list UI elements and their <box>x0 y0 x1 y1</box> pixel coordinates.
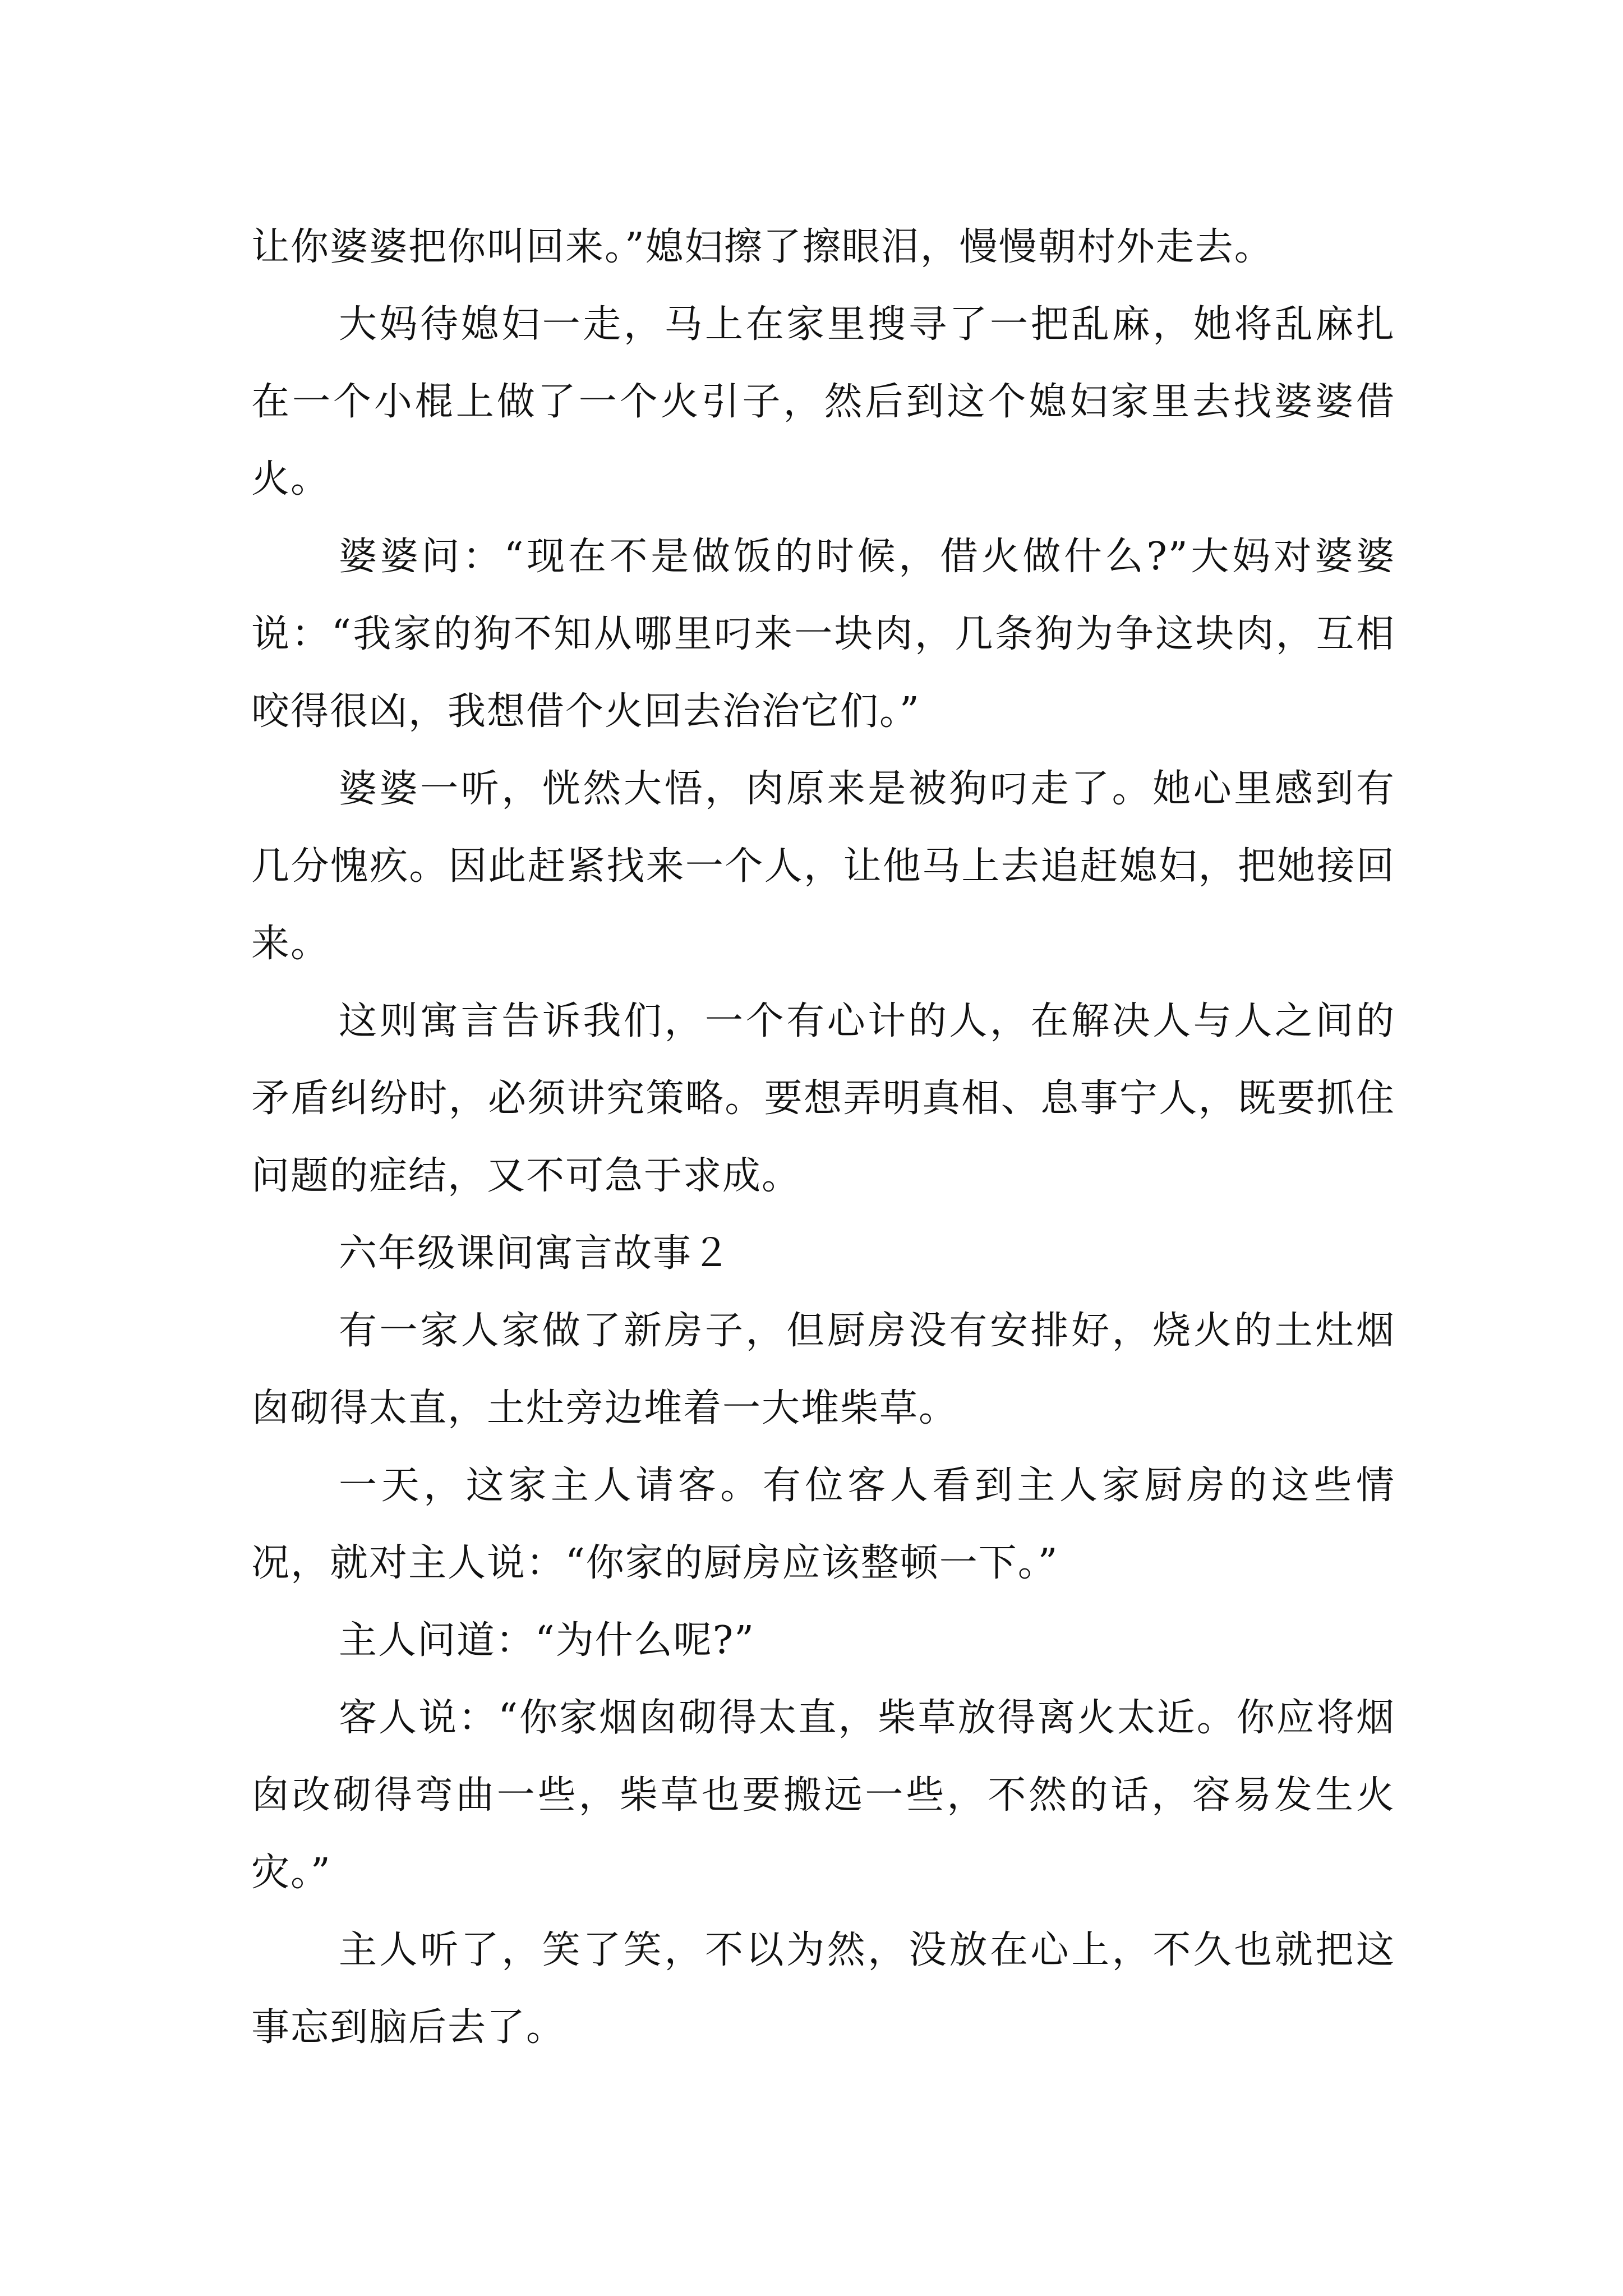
paragraph: 主人听了，笑了笑，不以为然，没放在心上，不久也就把这事忘到脑后去了。 <box>251 1928 1395 2050</box>
paragraph: 大妈待媳妇一走，马上在家里搜寻了一把乱麻，她将乱麻扎在一个小棍上做了一个火引子，然后到这个媳妇家里去找婆婆借火。 <box>251 302 1395 501</box>
section-heading: 六年级课间寓言故事２ <box>339 1231 732 1276</box>
paragraph: 婆婆一听，恍然大悟，肉原来是被狗叼走了。她心里感到有几分愧疚。因此赶紧找来一个人，让他马上去追赶媳妇，把她接回来。 <box>251 767 1395 966</box>
paragraph: 一天，这家主人请客。有位客人看到主人家厨房的这些情况，就对主人说：“你家的厨房应该整顿一下。” <box>251 1464 1395 1585</box>
paragraph: 这则寓言告诉我们，一个有心计的人，在解决人与人之间的矛盾纠纷时，必须讲究策略。要想弄明真相、息事宁人，既要抓住问题的症结，又不可急于求成。 <box>251 999 1395 1198</box>
paragraph-continuation: 让你婆婆把你叫回来。”媳妇擦了擦眼泪，慢慢朝村外走去。 <box>251 225 1274 269</box>
paragraph: 婆婆问：“现在不是做饭的时候，借火做什么?”大妈对婆婆说：“我家的狗不知从哪里叼来一块肉，几条狗为争这块肉，互相咬得很凶，我想借个火回去治治它们。” <box>251 535 1395 734</box>
paragraph: 客人说：“你家烟囱砌得太直，柴草放得离火太近。你应将烟囱改砌得弯曲一些，柴草也要搬远一些，不然的话，容易发生火灾。” <box>251 1696 1395 1895</box>
paragraph: 主人问道：“为什么呢?” <box>339 1618 755 1663</box>
paragraph: 有一家人家做了新房子，但厨房没有安排好，烧火的土灶烟囱砌得太直，土灶旁边堆着一大堆柴草。 <box>251 1309 1395 1430</box>
document-body <box>251 209 1395 2067</box>
